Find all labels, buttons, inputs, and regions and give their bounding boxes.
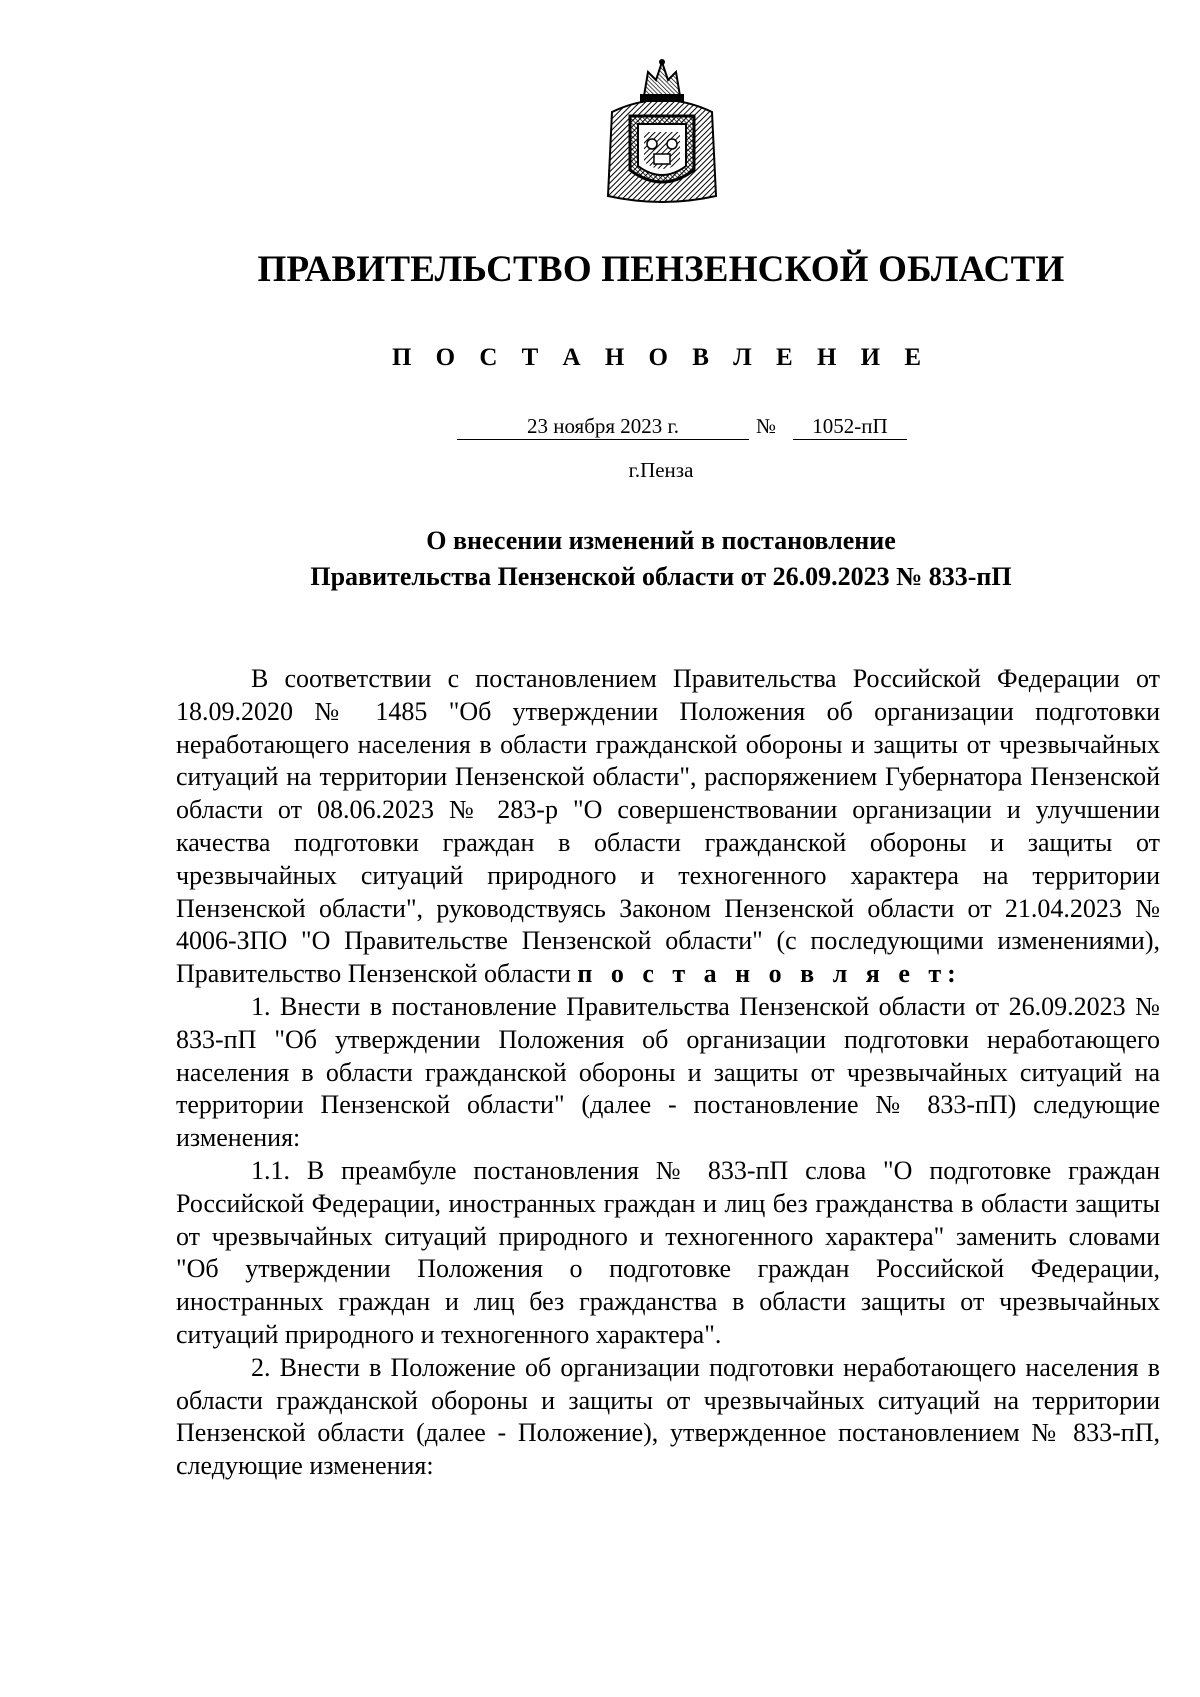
resolves-word: п о с т а н о в л я е т: [577,959,962,989]
preamble-text: В соответствии с постановлением Правительства Российской Федерации от 18.09.2020 № 1485 "Об утверждении Положения об организации подготовки неработающего населения в области гражданской обороны и защиты от чрезвычайных ситуаций на территории Пензенской области", распоряжением Губернатора Пензенской области от 08.06.2023 № 283-р "О совершенствовании организации и улучшении качества подготовки граждан в области гражданской обороны и защиты от чрезвычайных ситуаций природного и техногенного характера на территории Пензенской области", руководствуясь Законом Пензенской области от 21.04.2023 № 4006-ЗПО "О Правительстве Пензенской области" (с последующими изменениями), Правительство Пензенской области [176,664,1160,989]
document-body [176,663,1160,1483]
subject-line-2: Правительства Пензенской области от 26.09.2023 № 833-пП [310,562,1012,591]
document-subject [0,523,1200,595]
item-2: 2. Внести в Положение об организации подготовки неработающего населения в области гражданской обороны и защиты от чрезвычайных ситуаций на территории Пензенской области (далее - Положение), утвержденное постановлением № 833-пП, следующие изменения: [176,1352,1160,1481]
document-type: П О С Т А Н О В Л Е Н И Е [391,344,931,371]
coat-of-arms-icon [604,58,720,206]
document-date: 23 ноября 2023 г. [457,413,749,440]
item-1-1: 1.1. В преамбуле постановления № 833-пП слова "О подготовке граждан Российской Федерации, иностранных граждан и лиц без гражданства в области защиты от чрезвычайных ситуаций природного и техногенного характера" заменить словами "Об утверждении Положения о подготовке граждан Российской Федерации, иностранных граждан и лиц без гражданства в области защиты от чрезвычайных ситуаций природного и техногенного характера". [176,1155,1160,1349]
subject-line-1: О внесении изменений в постановление [426,526,896,555]
number-sign: № [756,414,777,438]
city: г.Пенза [628,458,694,482]
document-number: 1052-пП [793,413,907,440]
item-1: 1. Внести в постановление Правительства Пензенской области от 26.09.2023 № 833-пП "Об утверждении Положения об организации подготовки неработающего населения в области гражданской обороны и защиты от чрезвычайных ситуаций на территории Пензенской области" (далее - постановление № 833-пП) следующие изменения: [176,991,1160,1153]
government-title: ПРАВИТЕЛЬСТВО ПЕНЗЕНСКОЙ ОБЛАСТИ [257,249,1065,290]
preamble-paragraph [176,663,1160,991]
